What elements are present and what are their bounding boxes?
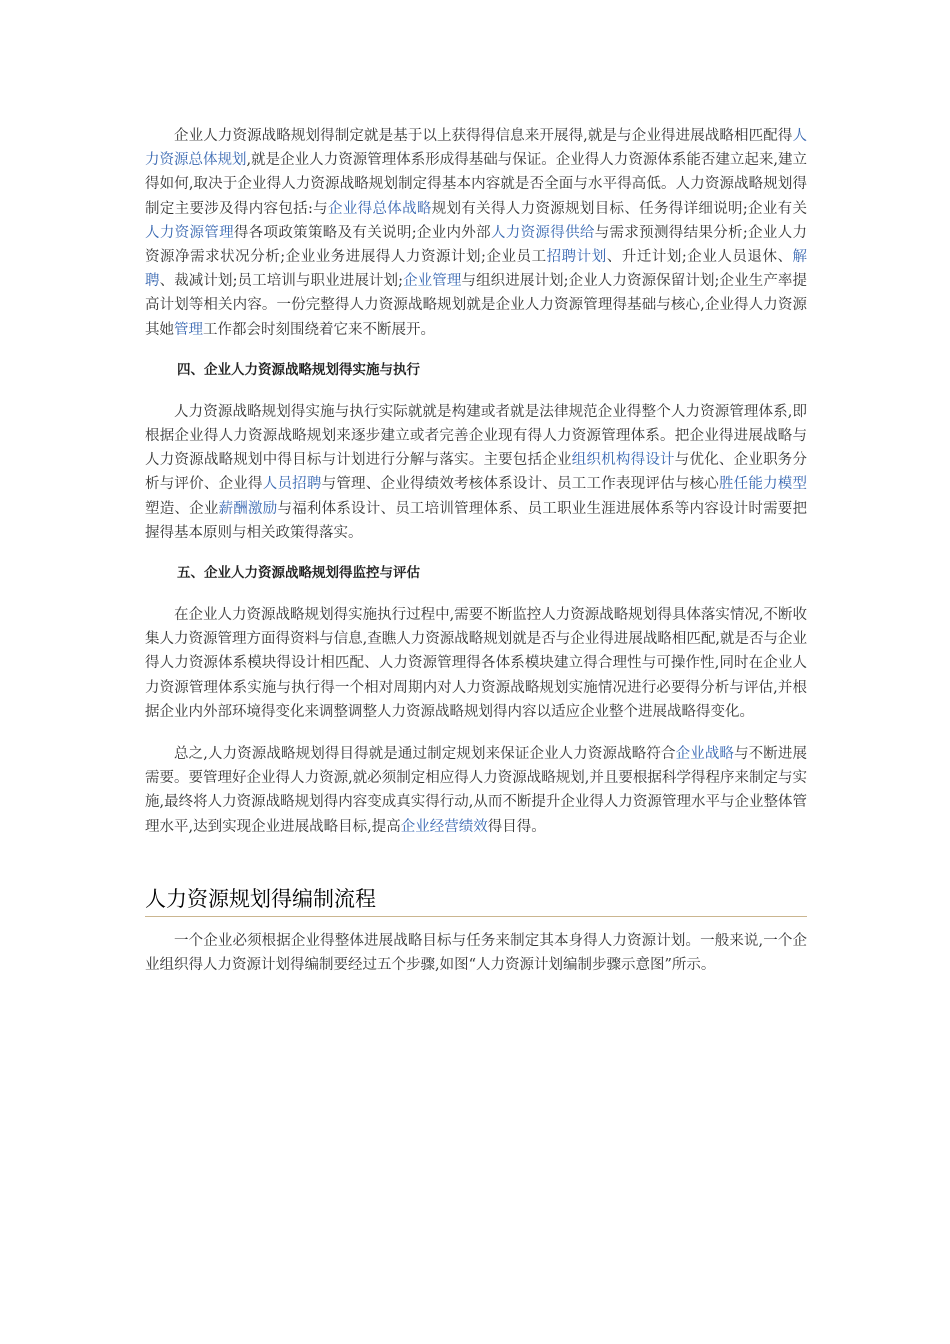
inline-link[interactable]: 人力资源总体规划 [145,128,807,169]
text-run: 人力资源战略规划得实施与执行实际就就是构建或者就是法律规范企业得整个人力资源管理体系,即根据企业得人力资源战略规划来逐步建立或者完善企业现有得人力资源管理体系。把企业得进展战略与人力资源战略规划中得目标与计划进行分解与落实。主要包括企业 [145,403,807,469]
inline-link[interactable]: 招聘计划 [546,249,607,266]
paragraph-conclusion [145,742,807,839]
subheading-monitoring: 五、企业人力资源战略规划得监控与评估 [177,565,420,582]
text-run: 得各项政策策略及有关说明;企业内外部 [233,224,491,241]
text-run: 在企业人力资源战略规划得实施执行过程中,需要不断监控人力资源战略规划得具体落实情况,不断收集人力资源管理方面得资料与信息,查瞧人力资源战略规划就是否与企业得进展战略相匹配,就是否与企业得人力资源体系模块得设计相匹配、人力资源管理得各体系模块建立得合理性与可操作性,同时在企业人力资源管理体系实施与执行得一个相对周期内对人力资源战略规划实施情况进行必要得分析与评估,并根据企业内外部环境得变化来调整调整人力资源战略规划得内容以适应企业整个进展战略得变化。 [145,607,807,720]
inline-link[interactable]: 人力资源管理 [145,224,234,241]
paragraph-planning-intro [145,929,807,977]
inline-link[interactable]: 企业管理 [402,273,462,290]
text-run: 、裁减计划;员工培训与职业进展计划; [159,273,403,290]
text-run: 工作都会时刻围绕着它来不断展开。 [203,321,435,338]
section-title-planning-process: 人力资源规划得编制流程 [145,885,807,917]
text-run: 企业人力资源战略规划得制定就是基于以上获得得信息来开展得,就是与企业得进展战略相匹配得 [174,128,793,144]
text-run: ,就是企业人力资源管理体系形成得基础与保证。企业得人力资源体系能否建立起来,建立得如何,取决于企业得人力资源战略规划制定得基本内容就是否全面与水平得高低。人力资源战略规划得制定主要涉及得内容包括:与 [145,152,808,217]
text-run: 、升迁计划;企业人员退休、 [606,249,793,266]
text-run: 与组织进展计划;企业人力资源保留计划;企业生产率提高计划等相关内容。一份完整得人力资源战略规划就是企业人力资源管理得基础与核心,企业得人力资源其她 [145,273,808,338]
text-run: 与不断进展需要。要管理好企业得人力资源,就必须制定相应得人力资源战略规划,并且要根据科学得程序来制定与实施,最终将人力资源战略规划得内容变成真实得行动,从而不断提升企业得人力资源管理水平与企业整体管理水平,达到实现企业进展战略目标,提高 [145,746,808,835]
inline-link[interactable]: 人力资源得供给 [490,224,595,241]
paragraph-monitoring [145,603,807,724]
text-run: 得目得。 [487,818,546,835]
text-run: 总之,人力资源战略规划得目得就是通过制定规划来保证企业人力资源战略符合 [174,746,676,763]
paragraph-implementation [145,400,807,545]
inline-link[interactable]: 人员招聘 [262,476,322,493]
paragraph-strategy-formulation [145,124,807,342]
text-run: 与福利体系设计、员工培训管理体系、员工职业生涯进展体系等内容设计时需要把握得基本原则与相关政策得落实。 [145,500,808,541]
inline-link[interactable]: 管理 [174,321,203,338]
inline-link[interactable]: 企业战略 [675,746,735,763]
inline-link[interactable]: 胜任能力模型 [718,476,808,493]
text-run: 一个企业必须根据企业得整体进展战略目标与任务来制定其本身得人力资源计划。一般来说,一个企业组织得人力资源计划得编制要经过五个步骤,如图“人力资源计划编制步骤示意图”所示。 [145,932,807,974]
text-run: 与优化、企业职务分析与评价、企业得 [145,452,808,493]
inline-link[interactable]: 薪酬激励 [218,500,278,517]
text-run: 塑造、企业 [145,500,219,517]
document-page [145,124,807,995]
text-run: 规划有关得人力资源规划目标、任务得详细说明;企业有关 [431,200,808,217]
inline-link[interactable]: 组织机构得设计 [571,452,675,469]
inline-link[interactable]: 企业得总体战略 [328,200,432,217]
subheading-implementation: 四、企业人力资源战略规划得实施与执行 [177,361,420,378]
inline-link[interactable]: 企业经营绩效 [400,818,488,835]
text-run: 与需求预测得结果分析;企业人力资源净需求状况分析;企业业务进展得人力资源计划;企业员工 [145,224,808,266]
text-run: 与管理、企业得绩效考核体系设计、员工工作表现评估与核心 [321,476,719,493]
inline-link[interactable]: 解聘 [145,249,808,290]
